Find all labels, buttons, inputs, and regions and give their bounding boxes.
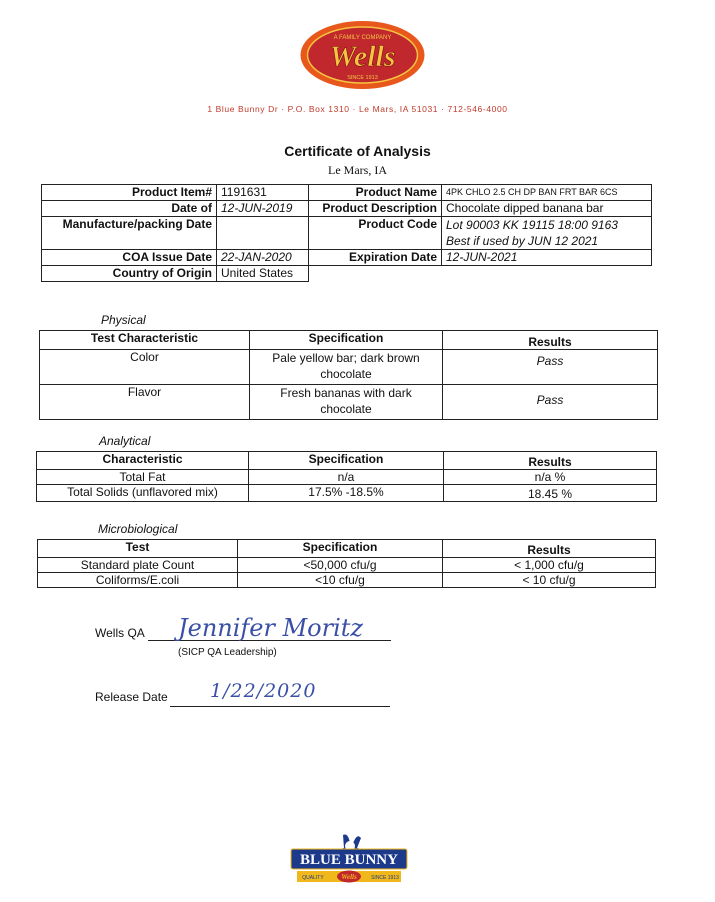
- physical-header-spec: Specification: [250, 331, 443, 350]
- physical-row-spec-line2: chocolate: [320, 402, 372, 416]
- micro-header-spec: Specification: [238, 540, 443, 558]
- product-item-value: 1191631: [217, 185, 309, 201]
- analytical-header-results: Results: [444, 452, 657, 470]
- microbiological-table: [37, 539, 656, 588]
- logo-top-text: A FAMILY COMPANY: [333, 35, 392, 41]
- wells-logo: [299, 20, 426, 90]
- product-code-value: [442, 217, 652, 250]
- product-item-label: Product Item#: [42, 185, 217, 201]
- blue-bunny-logo: [287, 833, 411, 890]
- product-description-label: Product Description: [309, 201, 442, 217]
- product-name-value: 4PK CHLO 2.5 CH DP BAN FRT BAR 6CS: [442, 185, 652, 201]
- logo-brand-text: Wells: [329, 40, 396, 73]
- physical-table: [39, 330, 658, 420]
- footer-brand-text: BLUE BUNNY: [300, 852, 398, 868]
- page-title: Certificate of Analysis: [284, 143, 431, 159]
- release-date-value: 1/22/2020: [210, 680, 317, 702]
- physical-header-test: Test Characteristic: [40, 331, 250, 350]
- product-name-label: Product Name: [309, 185, 442, 201]
- product-info-table: [41, 184, 652, 282]
- table-row: [37, 485, 657, 502]
- coa-issue-date-label: COA Issue Date: [42, 250, 217, 266]
- micro-row-spec: <10 cfu/g: [238, 573, 443, 588]
- table-row: [40, 350, 658, 385]
- physical-row-name: Flavor: [40, 385, 250, 420]
- qa-role-note: (SICP QA Leadership): [178, 647, 277, 658]
- analytical-header-test: Characteristic: [37, 452, 249, 470]
- logo-bottom-text: SINCE 1913: [347, 75, 378, 81]
- micro-row-result: < 1,000 cfu/g: [443, 558, 656, 573]
- footer-tagline-right: SINCE 1913: [371, 875, 399, 881]
- physical-row-result: Pass: [443, 350, 658, 385]
- analytical-row-name: Total Fat: [37, 470, 249, 485]
- product-description-value: Chocolate dipped banana bar: [442, 201, 652, 217]
- country-of-origin-value: United States: [217, 266, 309, 282]
- footer-tagline-left: QUALITY: [302, 875, 324, 881]
- physical-header-results: Results: [443, 331, 658, 350]
- expiration-date-value: 12-JUN-2021: [442, 250, 652, 266]
- physical-row-spec-line1: Pale yellow bar; dark brown: [272, 351, 420, 365]
- micro-row-name: Standard plate Count: [38, 558, 238, 573]
- analytical-row-result: n/a %: [444, 470, 657, 485]
- wells-qa-label: Wells QA: [95, 626, 145, 640]
- product-code-label: Product Code: [309, 217, 442, 250]
- analytical-header-spec: Specification: [249, 452, 444, 470]
- micro-row-result: < 10 cfu/g: [443, 573, 656, 588]
- analytical-table: [36, 451, 657, 502]
- microbiological-section-label: Microbiological: [98, 522, 178, 536]
- release-date-label: Release Date: [95, 690, 168, 704]
- micro-header-test: Test: [38, 540, 238, 558]
- physical-section-label: Physical: [101, 313, 146, 327]
- physical-row-result: Pass: [443, 385, 658, 420]
- analytical-row-spec: n/a: [249, 470, 444, 485]
- product-code-lot: Lot 90003 KK 19115 18:00 9163: [446, 218, 618, 232]
- expiration-date-label: Expiration Date: [309, 250, 442, 266]
- micro-header-results: Results: [443, 540, 656, 558]
- analytical-row-spec: 17.5% -18.5%: [249, 485, 444, 502]
- physical-row-name: Color: [40, 350, 250, 385]
- product-code-best-by: Best if used by JUN 12 2021: [446, 234, 599, 248]
- manufacture-date-label: Manufacture/packing Date: [42, 217, 217, 250]
- table-row: [37, 470, 657, 485]
- footer-tagline-mid: Wells: [341, 873, 357, 881]
- date-of-label: Date of: [42, 201, 217, 217]
- micro-row-name: Coliforms/E.coli: [38, 573, 238, 588]
- analytical-section-label: Analytical: [99, 434, 151, 448]
- table-row: [38, 558, 656, 573]
- company-address: 1 Blue Bunny Dr · P.O. Box 1310 · Le Mars, IA 51031 · 712-546-4000: [207, 104, 508, 114]
- country-of-origin-label: Country of Origin: [42, 266, 217, 282]
- coa-issue-date-value: 22-JAN-2020: [217, 250, 309, 266]
- qa-signature-text: Jennifer Moritz: [178, 614, 364, 642]
- page-location: Le Mars, IA: [328, 163, 387, 177]
- physical-row-spec-line2: chocolate: [320, 367, 372, 381]
- analytical-row-name: Total Solids (unflavored mix): [37, 485, 249, 502]
- analytical-row-result: 18.45 %: [444, 485, 657, 502]
- physical-row-spec-line1: Fresh bananas with dark: [280, 386, 412, 400]
- release-date-line: [170, 706, 390, 707]
- manufacture-date-value: 12-JUN-2019: [217, 201, 309, 217]
- table-row: [40, 385, 658, 420]
- micro-row-spec: <50,000 cfu/g: [238, 558, 443, 573]
- table-row: [38, 573, 656, 588]
